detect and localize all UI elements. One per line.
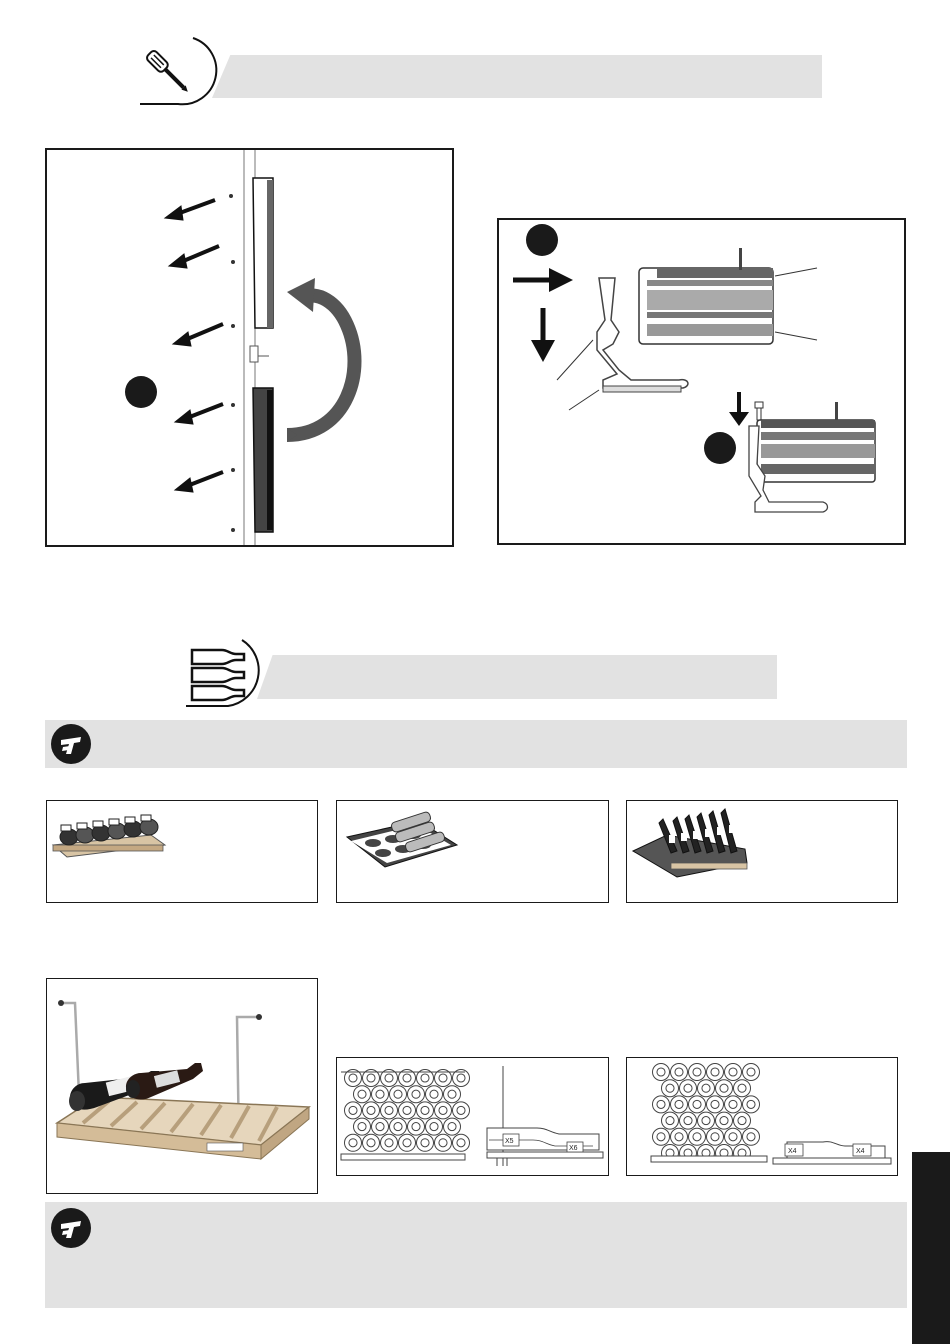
bottle-neck [457,1074,465,1082]
bottle-neck [702,1117,710,1125]
bottle-neck [693,1100,701,1108]
load-diagram-2 [627,1058,895,1173]
bottle-neck [412,1090,420,1098]
shelf-front-panel [497,218,906,545]
bottle-neck [711,1133,719,1141]
bottle-neck [421,1074,429,1082]
bottle-neck [448,1090,456,1098]
bottle-neck [358,1123,366,1131]
bottle-neck [394,1090,402,1098]
bottle-neck [675,1068,683,1076]
shelf-type-panel-1 [46,800,318,903]
wire-shelf-panel [46,978,318,1194]
load-diagram-1 [337,1058,606,1173]
bottle-neck [421,1139,429,1147]
bottle-neck [738,1084,746,1092]
load-label-x5: X5 [505,1138,514,1145]
bottle-neck [684,1084,692,1092]
bottles-icon [182,636,262,712]
bottle-neck [430,1090,438,1098]
bottle-neck [711,1100,719,1108]
shelf-type-panel-3 [626,800,898,903]
bottle-neck [403,1074,411,1082]
bottle-neck [457,1139,465,1147]
bottle-neck [367,1139,375,1147]
note-bar-2 [45,1202,907,1308]
bottle-neck [367,1074,375,1082]
step-marker-3 [704,432,736,464]
bottle-neck [439,1139,447,1147]
bottle-neck [385,1106,393,1114]
bottle-neck [657,1100,665,1108]
load-label-x4-right: X4 [856,1148,865,1155]
load-diagram-panel-2 [626,1057,898,1176]
bottle-neck [738,1117,746,1125]
bottle-neck [358,1090,366,1098]
bottle-neck [675,1133,683,1141]
bottle-neck [376,1090,384,1098]
bottle-neck [385,1139,393,1147]
bottle-neck [693,1068,701,1076]
load-label-x4-left: X4 [788,1148,797,1155]
bottles-section-banner [257,655,777,699]
bottle-neck [367,1106,375,1114]
tools-section-banner [212,55,822,98]
bottle-neck [439,1074,447,1082]
bottle-neck [421,1106,429,1114]
bottle-neck [430,1123,438,1131]
bottle-neck [729,1100,737,1108]
bottle-neck [376,1123,384,1131]
bottle-neck [666,1117,674,1125]
bottle-neck [394,1123,402,1131]
bottle-neck [448,1123,456,1131]
shelf-type-panel-2 [336,800,609,903]
shelf-front-illustration [499,220,904,543]
bottle-neck [666,1084,674,1092]
bottle-neck [403,1106,411,1114]
bottle-neck [693,1133,701,1141]
bottle-neck [711,1068,719,1076]
bottle-neck [747,1133,755,1141]
presentation-shelf-illustration [627,801,895,900]
bottle-neck [412,1123,420,1131]
info-logo-icon [51,1208,91,1248]
note-bar-1 [45,720,907,768]
bottle-neck [349,1074,357,1082]
step-marker-2 [526,224,558,256]
bottle-neck [729,1133,737,1141]
language-side-tab [912,1152,950,1344]
trim-removal-illustration [47,150,452,545]
bottle-neck [702,1084,710,1092]
bottle-neck [657,1133,665,1141]
bottle-neck [684,1117,692,1125]
bottle-neck [675,1100,683,1108]
flat-shelf-illustration [47,801,315,900]
wire-shelf-illustration [47,979,315,1191]
bottle-neck [439,1106,447,1114]
step-marker-1 [125,376,157,408]
bottle-neck [385,1074,393,1082]
bottles-section-header [182,636,262,712]
bottle-neck [457,1106,465,1114]
bottle-neck [349,1106,357,1114]
bottle-neck [403,1139,411,1147]
bottle-neck [747,1068,755,1076]
info-logo-icon [51,724,91,764]
bottle-neck [349,1139,357,1147]
trim-removal-panel [45,148,454,547]
bottle-neck [720,1117,728,1125]
bottle-neck [729,1068,737,1076]
bottle-neck [657,1068,665,1076]
load-label-x6: X6 [569,1145,578,1152]
load-diagram-panel-1 [336,1057,609,1176]
bottle-neck [747,1100,755,1108]
bottle-neck [720,1084,728,1092]
sliding-shelf-illustration [337,801,606,900]
